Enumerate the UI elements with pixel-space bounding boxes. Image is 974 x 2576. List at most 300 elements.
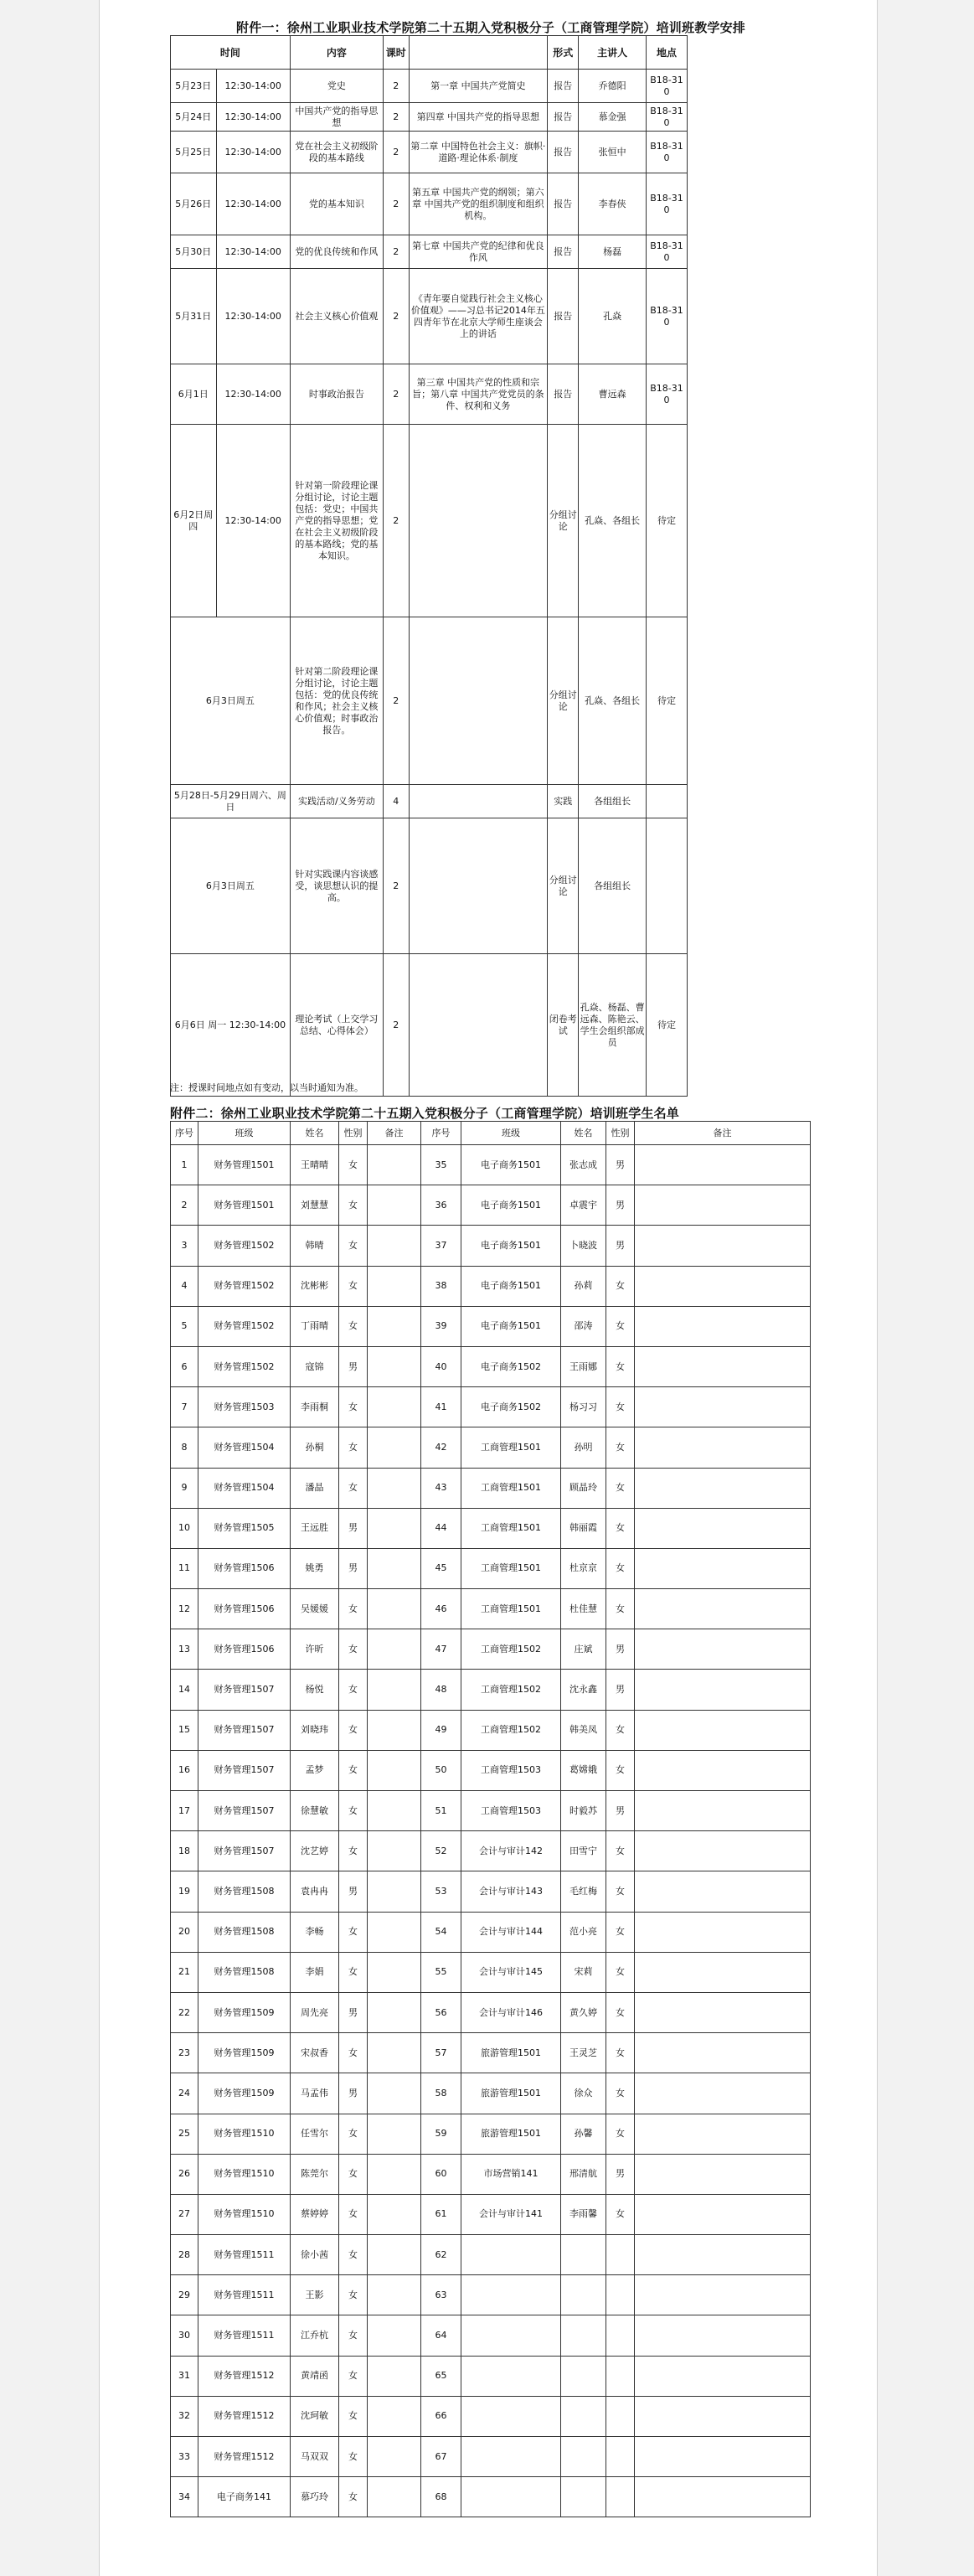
roster-class: 电子商务1502 [461,1387,561,1427]
header-place: 地点 [646,36,687,70]
schedule-speaker: 乔德阳 [579,70,647,103]
roster-class: 电子商务1501 [461,1266,561,1306]
schedule-form: 报告 [548,132,579,173]
schedule-row [171,70,688,103]
schedule-form: 分组讨论 [548,617,579,785]
roster-class: 财务管理1509 [198,1992,291,2032]
roster-row [171,1226,811,1266]
roster-title: 附件二：徐州工业职业技术学院第二十五期入党积极分子（工商管理学院）培训班学生名单 [170,1106,680,1121]
schedule-hours: 2 [384,818,410,954]
roster-index: 23 [171,2033,198,2073]
roster-index: 26 [171,2154,198,2194]
roster-index: 28 [171,2235,198,2275]
schedule-time: 12:30-14:00 [216,425,290,617]
roster-name: 王影 [291,2275,339,2315]
roster-row [171,1145,811,1185]
roster-remark [368,2356,421,2396]
header-time: 时间 [171,36,291,70]
roster-remark [368,1831,421,1871]
roster-index: 22 [171,1992,198,2032]
roster-remark [368,2194,421,2234]
schedule-form: 报告 [548,103,579,132]
schedule-date: 5月26日 [171,173,217,235]
roster-remark [635,1629,811,1670]
schedule-place: B18-310 [646,269,687,364]
roster-header: 班级 [461,1122,561,1145]
roster-gender: 女 [339,1427,368,1468]
roster-index: 49 [421,1710,461,1750]
roster-index: 1 [171,1145,198,1185]
schedule-date: 5月24日 [171,103,217,132]
header-speaker: 主讲人 [579,36,647,70]
roster-class: 财务管理1510 [198,2154,291,2194]
roster-remark [635,1791,811,1831]
schedule-date: 6月1日 [171,364,217,425]
schedule-detail: 第七章 中国共产党的纪律和优良作风 [409,235,548,269]
roster-class: 工商管理1501 [461,1427,561,1468]
roster-header: 备注 [368,1122,421,1145]
roster-index: 14 [171,1670,198,1710]
roster-index: 41 [421,1387,461,1427]
roster-gender: 女 [339,2275,368,2315]
schedule-content: 针对第一阶段理论课分组讨论，讨论主题包括：党史；中国共产党的指导思想；党在社会主义初级阶段的基本路线；党的基本知识。 [290,425,383,617]
roster-name [561,2275,606,2315]
roster-gender [606,2437,635,2477]
roster-remark [635,2154,811,2194]
roster-gender: 男 [339,1548,368,1588]
schedule-hours: 2 [384,364,410,425]
roster-name: 韩丽霞 [561,1508,606,1548]
roster-gender: 男 [606,1226,635,1266]
roster-remark [635,2477,811,2517]
roster-class: 工商管理1502 [461,1710,561,1750]
roster-gender: 女 [339,2194,368,2234]
roster-gender: 女 [606,1548,635,1588]
schedule-place [646,818,687,954]
roster-class: 财务管理1511 [198,2275,291,2315]
roster-remark [635,1831,811,1871]
roster-class [461,2275,561,2315]
roster-class: 工商管理1501 [461,1508,561,1548]
roster-index: 7 [171,1387,198,1427]
roster-index: 8 [171,1427,198,1468]
schedule-time: 12:30-14:00 [216,103,290,132]
roster-name [561,2315,606,2356]
roster-class: 工商管理1501 [461,1548,561,1588]
roster-gender [606,2396,635,2436]
roster-index: 62 [421,2235,461,2275]
roster-gender: 女 [339,2114,368,2154]
roster-remark [635,1387,811,1427]
roster-index: 51 [421,1791,461,1831]
schedule-form: 报告 [548,173,579,235]
roster-gender: 女 [606,1266,635,1306]
roster-row [171,1548,811,1588]
schedule-time: 12:30-14:00 [216,364,290,425]
schedule-detail [409,785,548,818]
schedule-content: 中国共产党的指导思想 [290,103,383,132]
roster-remark [635,1589,811,1629]
roster-name: 江乔杭 [291,2315,339,2356]
roster-remark [635,1306,811,1346]
roster-class: 电子商务1501 [461,1145,561,1185]
schedule-speaker: 曹远森 [579,364,647,425]
roster-remark [635,2396,811,2436]
roster-class: 电子商务1501 [461,1226,561,1266]
roster-row [171,2194,811,2234]
roster-name: 孙明 [561,1427,606,1468]
roster-class: 财务管理1507 [198,1831,291,1871]
schedule-form: 报告 [548,364,579,425]
roster-gender: 女 [339,1629,368,1670]
schedule-content: 党的优良传统和作风 [290,235,383,269]
roster-class [461,2396,561,2436]
roster-gender: 女 [606,1831,635,1871]
schedule-place: B18-310 [646,132,687,173]
roster-class: 工商管理1503 [461,1750,561,1790]
roster-class: 财务管理1512 [198,2437,291,2477]
roster-gender: 女 [339,2154,368,2194]
schedule-detail [409,425,548,617]
schedule-date: 6月2日周四 [171,425,217,617]
schedule-hours: 2 [384,425,410,617]
roster-gender: 女 [339,1750,368,1790]
roster-index: 31 [171,2356,198,2396]
roster-row [171,1710,811,1750]
roster-name: 葛嫦娥 [561,1750,606,1790]
roster-index: 68 [421,2477,461,2517]
schedule-row [171,103,688,132]
roster-gender: 女 [606,1952,635,1992]
schedule-detail [409,818,548,954]
roster-class: 工商管理1501 [461,1468,561,1508]
roster-name: 沈彬彬 [291,1266,339,1306]
roster-class: 财务管理1508 [198,1952,291,1992]
schedule-speaker: 孔焱 [579,269,647,364]
roster-name: 李雨馨 [561,2194,606,2234]
roster-class: 会计与审计141 [461,2194,561,2234]
schedule-detail: 第五章 中国共产党的纲领；第六章 中国共产党的组织制度和组织机构。 [409,173,548,235]
roster-index: 33 [171,2437,198,2477]
schedule-place: B18-310 [646,70,687,103]
roster-gender: 男 [606,1670,635,1710]
schedule-detail [409,617,548,785]
roster-remark [368,1226,421,1266]
roster-remark [635,2033,811,2073]
schedule-form: 闭卷考试 [548,954,579,1097]
schedule-date: 5月25日 [171,132,217,173]
roster-class: 财务管理1511 [198,2235,291,2275]
roster-gender: 男 [606,1185,635,1226]
roster-gender: 男 [606,1145,635,1185]
roster-remark [368,2033,421,2073]
roster-name: 孙桐 [291,1427,339,1468]
roster-class: 财务管理1508 [198,1912,291,1952]
roster-remark [368,1548,421,1588]
roster-remark [635,1912,811,1952]
roster-remark [635,1952,811,1992]
roster-index: 54 [421,1912,461,1952]
schedule-time: 12:30-14:00 [216,132,290,173]
roster-index: 36 [421,1185,461,1226]
schedule-content: 实践活动/义务劳动 [290,785,383,818]
roster-name [561,2437,606,2477]
roster-remark [368,2477,421,2517]
roster-index: 9 [171,1468,198,1508]
roster-index: 21 [171,1952,198,1992]
roster-class: 财务管理1504 [198,1427,291,1468]
roster-name: 徐众 [561,2073,606,2114]
roster-index: 66 [421,2396,461,2436]
roster-name: 刘晓玮 [291,1710,339,1750]
roster-table [170,1121,811,2517]
roster-name: 李雨桐 [291,1387,339,1427]
schedule-content: 党史 [290,70,383,103]
schedule-date: 5月28日-5月29日周六、周日 [171,785,291,818]
schedule-speaker: 各组组长 [579,818,647,954]
schedule-speaker: 孔焱、杨磊、曹远森、陈艳云、学生会组织部成员 [579,954,647,1097]
roster-class: 工商管理1503 [461,1791,561,1831]
roster-remark [635,1346,811,1386]
roster-row [171,2396,811,2436]
roster-row [171,1831,811,1871]
roster-index: 27 [171,2194,198,2234]
roster-name: 马孟伟 [291,2073,339,2114]
roster-index: 59 [421,2114,461,2154]
roster-index: 5 [171,1306,198,1346]
roster-index: 6 [171,1346,198,1386]
schedule-detail: 第三章 中国共产党的性质和宗旨；第八章 中国共产党党员的条件、权利和义务 [409,364,548,425]
roster-class: 财务管理1511 [198,2315,291,2356]
roster-header: 备注 [635,1122,811,1145]
roster-index: 37 [421,1226,461,1266]
roster-remark [635,1670,811,1710]
roster-name: 马双双 [291,2437,339,2477]
schedule-note: 注：授课时间地点如有变动，以当时通知为准。 [170,1082,363,1093]
roster-class: 财务管理1509 [198,2033,291,2073]
roster-name: 潘晶 [291,1468,339,1508]
roster-class: 财务管理1508 [198,1871,291,1912]
roster-remark [368,1750,421,1790]
roster-name: 杨悦 [291,1670,339,1710]
schedule-time: 12:30-14:00 [216,173,290,235]
schedule-form: 分组讨论 [548,818,579,954]
roster-remark [635,2275,811,2315]
roster-index: 40 [421,1346,461,1386]
roster-gender: 男 [339,2073,368,2114]
schedule-row [171,617,688,785]
roster-class: 工商管理1501 [461,1589,561,1629]
roster-remark [368,1952,421,1992]
schedule-hours: 2 [384,617,410,785]
roster-remark [368,1710,421,1750]
roster-gender [606,2235,635,2275]
roster-remark [635,2356,811,2396]
roster-class: 旅游管理1501 [461,2033,561,2073]
schedule-hours: 2 [384,132,410,173]
roster-name: 宋莉 [561,1952,606,1992]
roster-class: 财务管理1502 [198,1226,291,1266]
roster-header: 姓名 [291,1122,339,1145]
roster-gender: 女 [339,1468,368,1508]
schedule-date: 5月30日 [171,235,217,269]
roster-name: 慕巧玲 [291,2477,339,2517]
roster-name: 王远胜 [291,1508,339,1548]
schedule-place: B18-310 [646,173,687,235]
schedule-hours: 2 [384,173,410,235]
roster-remark [635,1750,811,1790]
schedule-hours: 2 [384,103,410,132]
schedule-date: 5月23日 [171,70,217,103]
roster-index: 53 [421,1871,461,1912]
roster-name: 杨习习 [561,1387,606,1427]
roster-header: 序号 [171,1122,198,1145]
roster-row [171,2154,811,2194]
roster-gender: 女 [339,2235,368,2275]
roster-gender [606,2477,635,2517]
roster-row [171,2315,811,2356]
roster-remark [635,1427,811,1468]
roster-row [171,2477,811,2517]
roster-index: 35 [421,1145,461,1185]
roster-gender: 女 [606,2033,635,2073]
roster-remark [368,1387,421,1427]
schedule-hours: 2 [384,235,410,269]
schedule-row [171,173,688,235]
roster-name: 田雪宁 [561,1831,606,1871]
roster-gender [606,2275,635,2315]
schedule-row [171,235,688,269]
roster-row [171,1266,811,1306]
roster-class: 会计与审计143 [461,1871,561,1912]
roster-index: 46 [421,1589,461,1629]
roster-header: 班级 [198,1122,291,1145]
roster-header: 序号 [421,1122,461,1145]
schedule-speaker: 李春侠 [579,173,647,235]
roster-gender: 女 [606,1508,635,1548]
roster-gender: 男 [339,1508,368,1548]
roster-class: 财务管理1505 [198,1508,291,1548]
roster-gender: 男 [606,2154,635,2194]
schedule-time: 12:30-14:00 [216,70,290,103]
roster-remark [368,2396,421,2436]
roster-gender: 女 [339,2477,368,2517]
roster-remark [635,1871,811,1912]
roster-remark [368,1185,421,1226]
roster-class: 财务管理1506 [198,1629,291,1670]
roster-class: 财务管理1506 [198,1548,291,1588]
roster-gender: 女 [339,1710,368,1750]
schedule-place: B18-310 [646,103,687,132]
roster-class: 财务管理1509 [198,2073,291,2114]
schedule-speaker: 张恒中 [579,132,647,173]
roster-name [561,2396,606,2436]
roster-gender: 女 [339,2437,368,2477]
roster-class: 财务管理1510 [198,2114,291,2154]
schedule-row [171,132,688,173]
roster-row [171,2437,811,2477]
schedule-speaker: 慕金强 [579,103,647,132]
roster-name: 杜佳慧 [561,1589,606,1629]
roster-gender: 女 [339,1670,368,1710]
schedule-detail: 第四章 中国共产党的指导思想 [409,103,548,132]
header-hours: 课时 [384,36,410,70]
roster-remark [368,1145,421,1185]
roster-remark [368,1670,421,1710]
roster-class: 旅游管理1501 [461,2073,561,2114]
roster-name: 顾晶玲 [561,1468,606,1508]
roster-row [171,1670,811,1710]
roster-remark [368,1266,421,1306]
roster-gender: 女 [606,2194,635,2234]
roster-index: 19 [171,1871,198,1912]
roster-index: 3 [171,1226,198,1266]
roster-row [171,2275,811,2315]
schedule-detail [409,954,548,1097]
schedule-detail: 第二章 中国特色社会主义：旗帜·道路·理论体系·制度 [409,132,548,173]
roster-class: 会计与审计146 [461,1992,561,2032]
schedule-content: 党在社会主义初级阶段的基本路线 [290,132,383,173]
roster-index: 25 [171,2114,198,2154]
roster-name: 孙馨 [561,2114,606,2154]
roster-gender: 男 [339,1871,368,1912]
roster-name: 韩晴 [291,1226,339,1266]
roster-name [561,2356,606,2396]
schedule-place [646,785,687,818]
roster-name: 韩美凤 [561,1710,606,1750]
roster-class: 工商管理1502 [461,1670,561,1710]
roster-index: 38 [421,1266,461,1306]
roster-remark [368,2315,421,2356]
roster-gender: 女 [339,1306,368,1346]
roster-gender: 女 [339,1185,368,1226]
schedule-form: 报告 [548,235,579,269]
roster-row [171,1427,811,1468]
roster-gender: 女 [339,1145,368,1185]
roster-class: 财务管理1503 [198,1387,291,1427]
roster-index: 61 [421,2194,461,2234]
roster-name: 张志成 [561,1145,606,1185]
roster-gender: 女 [606,1306,635,1346]
roster-index: 67 [421,2437,461,2477]
roster-name: 宋叔香 [291,2033,339,2073]
schedule-content: 社会主义核心价值观 [290,269,383,364]
roster-gender: 男 [606,1629,635,1670]
roster-class: 电子商务1501 [461,1185,561,1226]
roster-remark [635,2194,811,2234]
roster-index: 65 [421,2356,461,2396]
roster-row [171,1387,811,1427]
roster-row [171,1185,811,1226]
roster-gender: 女 [339,1266,368,1306]
roster-gender: 女 [606,1912,635,1952]
schedule-row [171,818,688,954]
roster-index: 52 [421,1831,461,1871]
roster-name: 王灵芝 [561,2033,606,2073]
roster-index: 39 [421,1306,461,1346]
roster-class: 财务管理1504 [198,1468,291,1508]
schedule-time: 12:30-14:00 [216,269,290,364]
schedule-hours: 2 [384,269,410,364]
roster-index: 60 [421,2154,461,2194]
roster-gender: 女 [339,2356,368,2396]
roster-row [171,1508,811,1548]
schedule-content: 针对第二阶段理论课分组讨论，讨论主题包括：党的优良传统和作风；社会主义核心价值观；时事政治报告。 [290,617,383,785]
roster-class [461,2437,561,2477]
roster-name: 丁雨晴 [291,1306,339,1346]
roster-name: 卜晓波 [561,1226,606,1266]
roster-index: 13 [171,1629,198,1670]
